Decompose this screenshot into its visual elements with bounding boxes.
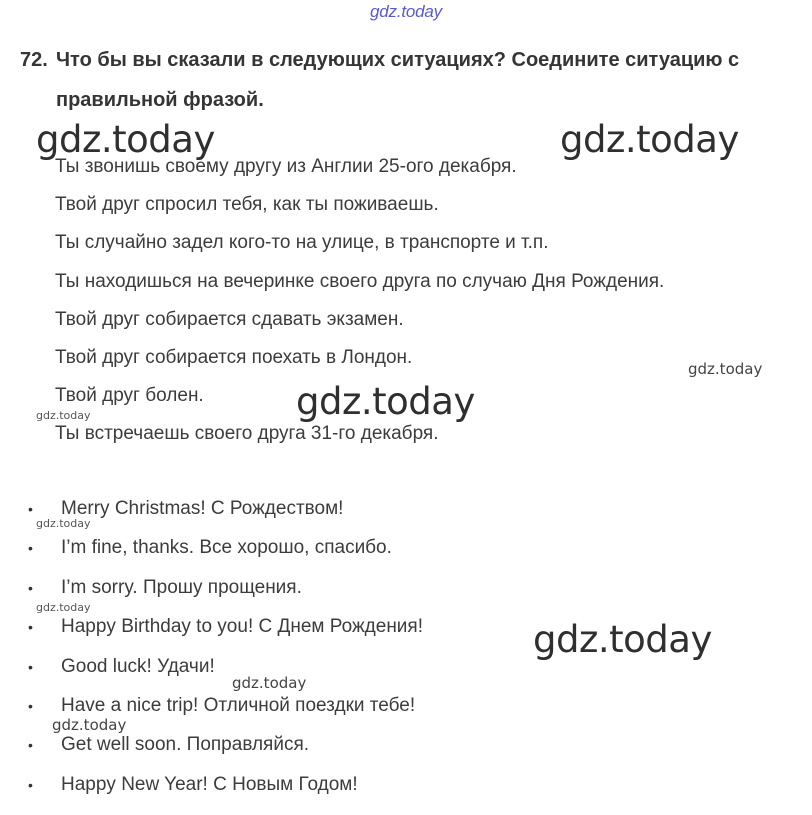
phrase-item: [28, 612, 423, 651]
situation-item: Твой друг спросил тебя, как ты поживаешь.: [55, 194, 439, 216]
bullet-icon: •: [28, 579, 33, 596]
header-logo: gdz.today: [370, 2, 442, 21]
situation-item: Ты находишься на вечеринке своего друга по случаю Дня Рождения.: [55, 270, 665, 292]
situation-item: Ты встречаешь своего друга 31-го декабря.: [55, 423, 439, 445]
phrase-item: [28, 652, 423, 691]
watermark: gdz.today: [36, 601, 91, 614]
phrase-text: Happy New Year! С Новым Годом!: [61, 773, 358, 795]
watermark: gdz.today: [533, 618, 712, 661]
phrase-text: Have a nice trip! Отличной поездки тебе!: [61, 694, 416, 716]
situation-item: Твой друг собирается сдавать экзамен.: [55, 308, 404, 330]
bullet-icon: •: [28, 737, 33, 754]
phrase-item: [28, 770, 423, 809]
situation-item: Твой друг собирается поехать в Лондон.: [55, 346, 413, 368]
watermark: gdz.today: [52, 716, 127, 734]
watermark: gdz.today: [232, 674, 307, 692]
situation-item: Ты звонишь своему другу из Англии 25-ого декабря.: [55, 156, 517, 177]
watermark: gdz.today: [296, 380, 475, 423]
phrase-item: [28, 730, 423, 769]
task-instruction-line-2: правильной фразой.: [56, 89, 264, 111]
phrases-list: [28, 494, 423, 809]
task-number: 72.: [20, 49, 48, 71]
watermark: gdz.today: [36, 409, 91, 422]
phrase-text: I’m sorry. Прошу прощения.: [61, 576, 302, 598]
phrase-text: Get well soon. Поправляйся.: [61, 734, 310, 756]
phrase-item: [28, 533, 423, 572]
phrase-text: Merry Christmas! С Рождеством!: [61, 498, 344, 519]
bullet-icon: •: [28, 501, 33, 517]
bullet-icon: •: [28, 697, 33, 714]
phrase-text: Good luck! Удачи!: [61, 655, 215, 677]
situation-item: Твой друг болен.: [55, 385, 204, 407]
situation-item: Ты случайно задел кого-то на улице, в транспорте и т.п.: [55, 232, 549, 254]
task-instruction-line-1: Что бы вы сказали в следующих ситуациях? Соедините ситуацию с: [56, 49, 740, 71]
watermark: gdz.today: [688, 360, 763, 378]
watermark: gdz.today: [36, 517, 91, 530]
bullet-icon: •: [28, 776, 33, 793]
bullet-icon: •: [28, 658, 33, 675]
task-heading: [20, 40, 810, 120]
phrase-text: Happy Birthday to you! С Днем Рождения!: [61, 616, 423, 638]
watermark: gdz.today: [36, 118, 215, 161]
bullet-icon: •: [28, 619, 33, 636]
task-line-1: [20, 40, 810, 80]
watermark: gdz.today: [560, 118, 739, 161]
bullet-icon: •: [28, 540, 33, 557]
phrase-text: I’m fine, thanks. Все хорошо, спасибо.: [61, 537, 392, 559]
